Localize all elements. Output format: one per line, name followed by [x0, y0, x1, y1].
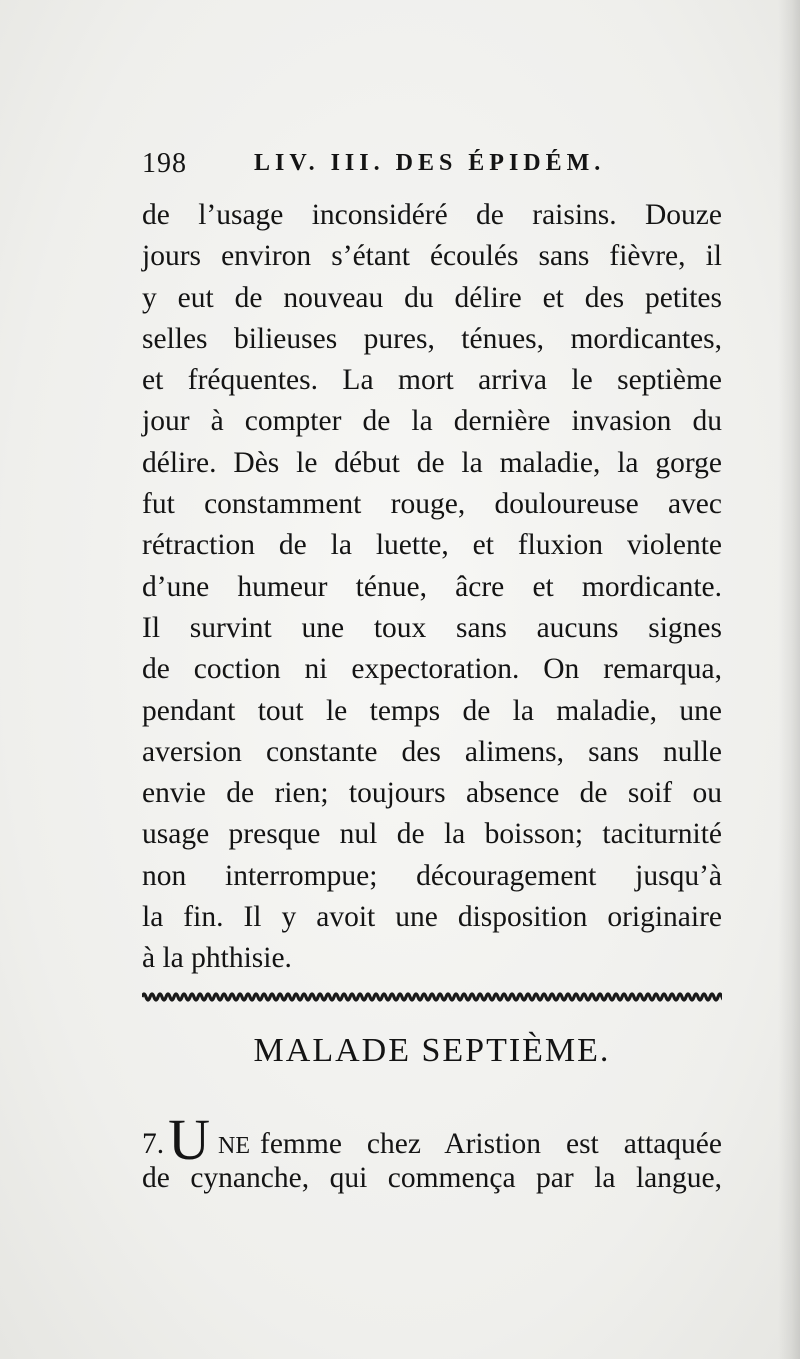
text-line: y eut de nouveau du délire et des petites	[142, 281, 722, 314]
text-line: Il survint une toux sans aucuns signes	[142, 611, 722, 644]
ornamental-divider	[142, 990, 722, 1004]
small-caps-word: NE	[218, 1133, 251, 1159]
text-line: de coction ni expectoration. On remarqua,	[142, 653, 722, 686]
body-text	[142, 195, 722, 980]
text-line: envie de rien; toujours absence de soif ou	[142, 777, 722, 810]
text-line: de l’usage inconsidéré de raisins. Douze	[142, 199, 722, 231]
text-line: fut constamment rouge, douloureuse avec	[142, 488, 722, 521]
text-line: la fin. Il y avoit une disposition originaire	[142, 901, 722, 934]
case-text	[142, 1107, 722, 1200]
text-line: non interrompue; découragement jusqu’à	[142, 859, 722, 892]
text-line-last: à la phthisie.	[142, 942, 292, 975]
text-line: pendant tout le temps de la maladie, une	[142, 694, 722, 727]
text-line: rétraction de la luette, et fluxion violente	[142, 529, 722, 562]
text-line: aversion constante des alimens, sans nulle	[142, 735, 722, 768]
case-number: 7.	[142, 1128, 165, 1160]
text-line: jours environ s’étant écoulés sans fièvre, il	[142, 240, 722, 273]
text-line: et fréquentes. La mort arriva le septième	[142, 364, 722, 397]
section-title: MALADE SEPTIÈME.	[253, 1032, 611, 1069]
text-line: usage presque nul de la boisson; taciturnité	[142, 818, 722, 851]
page-edge-shadow	[778, 0, 800, 1359]
text-line: d’une humeur ténue, âcre et mordicante.	[142, 570, 722, 603]
text-line: délire. Dès le début de la maladie, la gorge	[142, 446, 722, 479]
drop-cap: U	[168, 1107, 211, 1172]
running-head: LIV. III. DES ÉPIDÉM.	[254, 150, 606, 176]
page-header	[142, 148, 722, 188]
text-line: selles bilieuses pures, ténues, mordicantes,	[142, 322, 722, 355]
page-number: 198	[142, 148, 187, 179]
case-second-line: de cynanche, qui commença par la langue,	[142, 1162, 722, 1194]
text-line: jour à compter de la dernière invasion du	[142, 405, 722, 438]
case-first-line-rest: femme chez Aristion est attaquée	[260, 1128, 722, 1160]
case-first-line	[142, 1107, 722, 1172]
